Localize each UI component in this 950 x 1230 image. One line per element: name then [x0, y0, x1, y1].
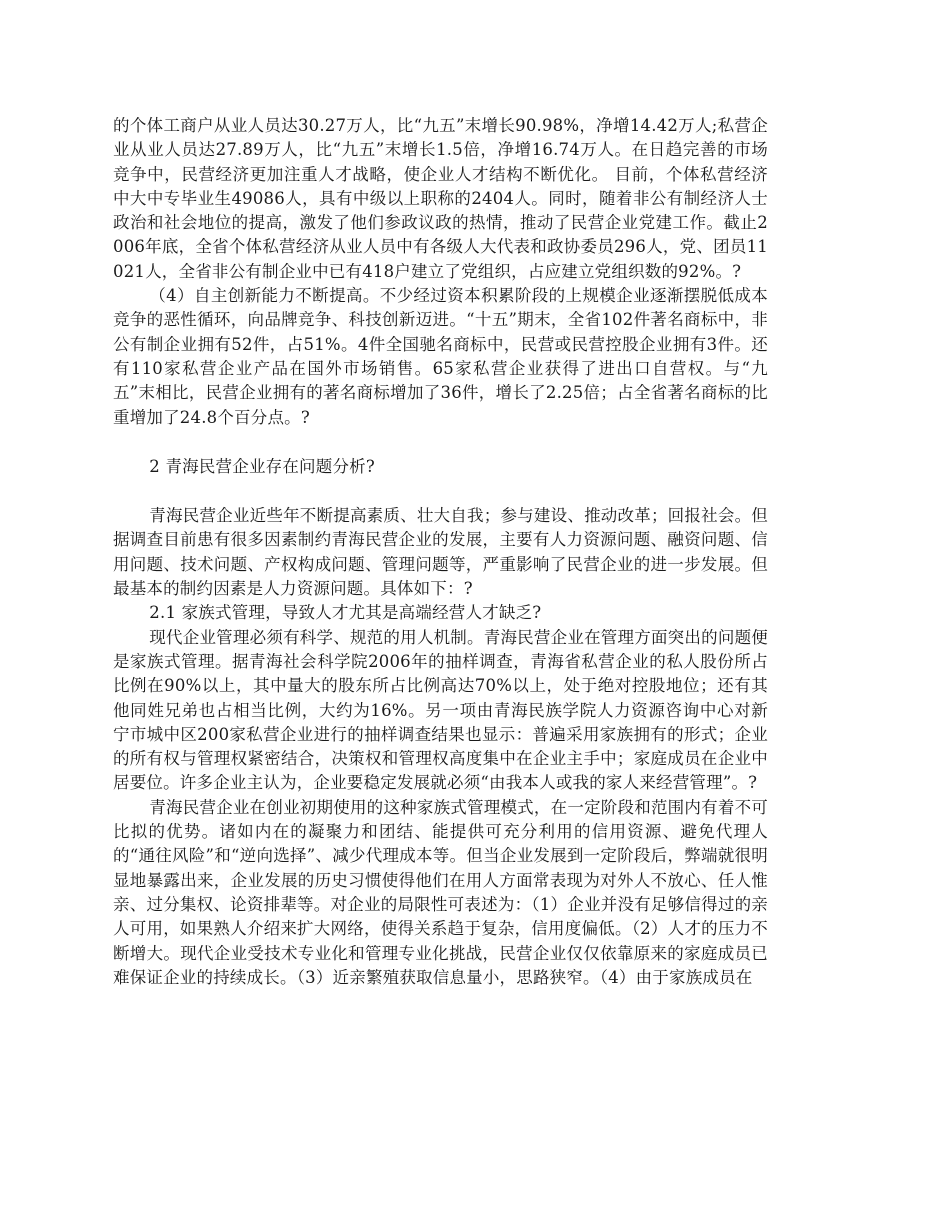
body-paragraph: 现代企业管理必须有科学、规范的用人机制。青海民营企业在管理方面突出的问题便是家族式管理。据青海社会科学院2006年的抽样调查，青海省私营企业的私人股份所占比例在90%以上，其中量大的股东所占比例高达70%以上，处于绝对控股地位；还有其他同姓兄弟也占相当比例，大约为16%。另一项由青海民族学院人力资源咨询中心对新宁市城中区200家私营企业进行的抽样调查结果也显示：普遍采用家族拥有的形式；企业的所有权与管理权紧密结合，决策权和管理权高度集中在企业主手中；家庭成员在企业中居要位。许多企业主认为，企业要稳定发展就必须“由我本人或我的家人来经营管理”。?	[113, 627, 768, 793]
body-paragraph: 的个体工商户从业人员达30.27万人，比“九五”末增长90.98%，净增14.42万人;私营企业从业人员达27.89万人，比“九五”末增长1.5倍，净增16.74万人。在日趋完善的市场竞争中，民营经济更加注重人才战略，使企业人才结构不断优化。 目前，个体私营经济中大中专毕业生49086人，具有中级以上职称的2404人。同时，随着非公有制经济人士政治和社会地位的提高，激发了他们参政议政的热情，推动了民营企业党建工作。截止2006年底，全省个体私营经济从业人员中有各级人大代表和政协委员296人，党、团员11021人，全省非公有制企业中已有418户建立了党组织，占应建立党组织数的92%。?	[113, 116, 768, 281]
subsection-heading: 2.1 家族式管理，导致人才尤其是高端经营人才缺乏?	[149, 603, 542, 623]
body-paragraph: 青海民营企业在创业初期使用的这种家族式管理模式，在一定阶段和范围内有着不可比拟的优势。诸如内在的凝聚力和团结、能提供可充分利用的信用资源、避免代理人的“通往风险”和“逆向选择”、减少代理成本等。但当企业发展到一定阶段后，弊端就很明显地暴露出来，企业发展的历史习惯使得他们在用人方面常表现为对外人不放心、任人惟亲、过分集权、论资排辈等。对企业的局限性可表述为：（1）企业并没有足够信得过的亲人可用，如果熟人介绍来扩大网络，使得关系趋于复杂，信用度偏低。（2）人才的压力不断增大。现代企业受技术专业化和管理专业化挑战，民营企业仅仅依靠原来的家庭成员已难保证企业的持续成长。（3）近亲繁殖获取信息量小，思路狭窄。（4）由于家族成员在	[113, 797, 768, 987]
document-page	[113, 114, 768, 990]
section-heading: 2 青海民营企业存在问题分析?	[149, 456, 375, 476]
body-paragraph: 青海民营企业近些年不断提高素质、壮大自我；参与建设、推动改革；回报社会。但据调查目前患有很多因素制约青海民营企业的发展，主要有人力资源问题、融资问题、信用问题、技术问题、产权构成问题、管理问题等，严重影响了民营企业的进一步发展。但最基本的制约因素是人力资源问题。具体如下：?	[113, 506, 768, 599]
body-paragraph: （4）自主创新能力不断提高。不少经过资本积累阶段的上规模企业逐渐摆脱低成本竞争的恶性循环，向品牌竞争、科技创新迈进。“十五”期末，全省102件著名商标中，非公有制企业拥有52件，占51%。4件全国驰名商标中，民营或民营控股企业拥有3件。还有110家私营企业产品在国外市场销售。65家私营企业获得了进出口自营权。与“九五”末相比，民营企业拥有的著名商标增加了36件，增长了2.25倍；占全省著名商标的比重增加了24.8个百分点。?	[113, 286, 768, 427]
